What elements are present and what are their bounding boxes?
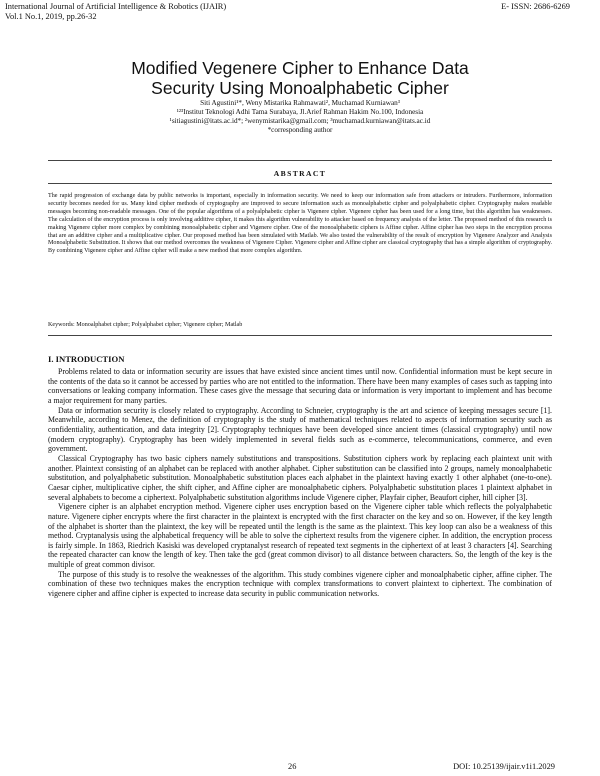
paragraph: Data or information security is closely related to cryptography. According to Schneier, cryptography is the art and science of keeping messages secure [1]. Meanwhile, according to Menez, the definition of cryptography is the study of mathematical techniques related to aspects of information security such as confidentiality, authentication, and data integrity [2]. Cryptography techniques have been developed since ancient times (classical cryptography) until now (modern cryptography). Cryptography has been widely implemented in several fields such as e-commerce, telecommunications, commerce, and even government. [48, 405, 552, 454]
author-emails: ¹sitiagustini@itats.ac.id*; ²wenymistarika@gmail.com; ³muchamad.kurniawan@itats.ac.id [169, 117, 431, 125]
journal-issn: E- ISSN: 2686-6269 [501, 2, 570, 11]
page-number: 26 [288, 762, 297, 771]
affiliation: ¹²³Institut Teknologi Adhi Tama Surabaya, Jl.Arief Rahman Hakim No.100, Indonesia [176, 108, 424, 116]
section-heading-introduction: I. INTRODUCTION [48, 354, 125, 364]
abstract-heading: ABSTRACT [273, 169, 327, 178]
paper-title [0, 58, 600, 98]
doi: DOI: 10.25139/ijair.v1i1.2029 [453, 762, 555, 771]
journal-volume: Vol.1 No.1, 2019, pp.26-32 [5, 12, 97, 21]
corresponding-author: *corresponding author [267, 126, 333, 134]
paragraph: The purpose of this study is to resolve the weaknesses of the algorithm. This study combines vigenere cipher and monoalphabetic cipher, affine cipher. The combination of these two techniques makes the encryption technique with complex transformations to convert plaintext to ciphertext. The combination of vigenere cipher and affine cipher is expected to increase data security in public communication networks. [48, 569, 552, 599]
authors: Siti Agustini¹*, Weny Mistarika Rahmawati², Muchamad Kurniawan³ [200, 99, 400, 107]
keywords: Keywords: Monoalphabet cipher; Polyalphabet cipher; Vigenere cipher; Matlab [48, 322, 243, 328]
paragraph: Problems related to data or information security are issues that have existed since ancient times until now. Confidential information must be kept secure in the contents of the data so it cannot be accessed by parties who are not entitled to the information. There have been many examples of cases such as tapping into conversations or leaking company information. These cases give the message that securing data or information is very important to implement and has become a major requirement for many parties. [48, 367, 552, 405]
introduction-body [48, 367, 552, 599]
abstract-text: The rapid progression of exchange data by public networks is important, especially in information security. We need to keep our information safe from attackers or intruders. Furthermore, information security becomes needed for us. Many kind cipher methods of cryptography are improved to secure information such as monoalphabetic cipher and polyalphabetic cipher. Cryptography makes readable messages becoming non-readable messages. One of the popular algorithms of a polyalphabetic cipher is Vigenere cipher. Vigenere cipher has been used for a long time, but this algorithm has weaknesses. The calculation of the encryption process is only involving additive cipher, it makes this algorithm vulnerability to attacker based on frequency analysis of the letter. The proposed method of this research is making Vigenere cipher more complex by combining monoalphabetic cipher and Vigenere cipher. One of the monoalphabetic ciphers is Affine cipher. Affine cipher has two steps in the encryption process that are an additive cipher and a multiplicative cipher. Our proposed method has been simulated with Matlab. We also tested the vulnerability of the result of encryption by Vigenere Analyzer and Analysis Monoalphabetic Substitution. It shows that our method overcomes the weakness of Vigenere Cipher. Vigenere cipher and Affine cipher are classical cryptography that has a simple algorithm of cryptography. By combining Vigenere cipher and Affine cipher will make a new method that more complex algorithm. [48, 193, 552, 255]
divider-keywords [48, 335, 552, 336]
title-line-1: Modified Vegenere Cipher to Enhance Data [131, 58, 469, 78]
journal-name: International Journal of Artificial Intelligence & Robotics (IJAIR) [5, 2, 227, 11]
title-line-2: Security Using Monoalphabetic Cipher [151, 78, 449, 98]
divider-top [48, 160, 552, 161]
paragraph: Vigenere cipher is an alphabet encryption method. Vigenere cipher uses encryption based on the Vigenere cipher table which reflects the polyalphabetic nature. Vigenere cipher encrypts where the first character in the plaintext is encrypted with the first character on the key and so on. However, if the key length of the alphabet is shorter than the plaintext, the key will be repeated until the length is the same as the plaintext. This key loop can also be a weakness of this method. Cryptanalysis using the alphabetical frequency will be able to solve the ciphertext results from the vigenere cipher. In addition, the encryption process is fairly simple. In 1863, Riedrich Kasiski was developed cryptanalyst research of repeated text segments in the ciphertext of at least 3 characters [4]. Searching the repeated character can know the length of key. Then take the gcd (great common divisor) to all distance between characters. So, the length of the key is the multiple of great common divisor. [48, 502, 552, 570]
paragraph: Classical Cryptography has two basic ciphers namely substitutions and transpositions. Substitution ciphers work by replacing each plaintext unit with another. Plaintext consisting of an alphabet can be replaced with another alphabet. Cipher substitution can be classified into 2 groups, namely monoalphabetic substitution, and polyalphabetic substitution. Monoalphabetic substitution places each alphabet in the plaintext having exactly 1 other alphabet (one-to-one). Caesar cipher, multiplicative cipher, the shift cipher, and Affine cipher are monoalphabetic ciphers. Polyalphabetic substitution places 1 plaintext alphabet in several alphabets to become a ciphertext. Polyalphabetic substitution algorithms include Vigenere cipher, Playfair cipher, Beaufort cipher, hill cipher [3]. [48, 453, 552, 502]
divider-abstract [48, 183, 552, 184]
